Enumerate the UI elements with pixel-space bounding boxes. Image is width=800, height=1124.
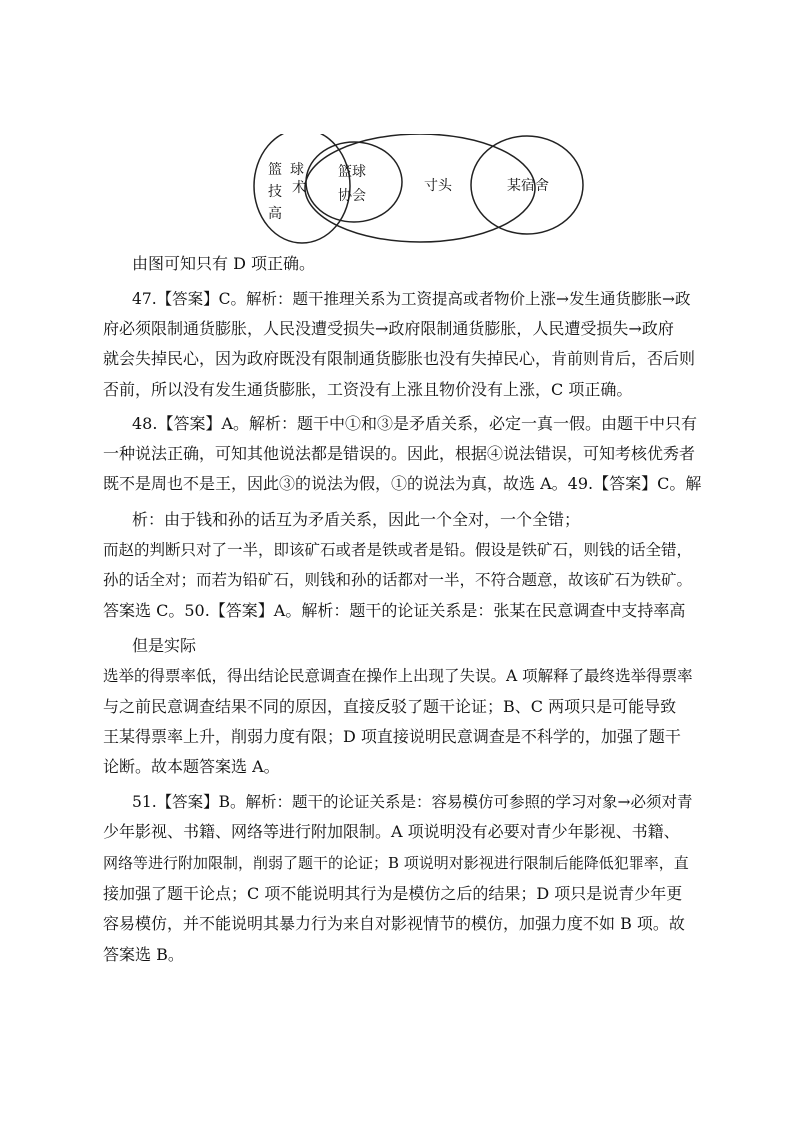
text-line-3: 府必须限制通货膨胀，人民没遭受损失→政府限制通货膨胀，人民遭受损失→政府 [103, 319, 674, 338]
text-line-13: 但是实际 [132, 636, 197, 655]
text-line-5: 否前，所以没有发生通货膨胀，工资没有上涨且物价没有上涨，C 项正确。 [103, 380, 633, 399]
text-line-17: 论断。故本题答案选 A。 [103, 757, 280, 776]
text-line-4: 就会失掉民心，因为政府既没有限制通货膨胀也没有失掉民心，肯前则肯后，否后则 [103, 349, 696, 368]
text-line-20: 网络等进行附加限制，削弱了题干的论证；B 项说明对影视进行限制后能降低犯罪率，直 [103, 854, 689, 872]
text-line-22: 容易模仿，并不能说明其暴力行为来自对影视情节的模仿，加强力度不如 B 项。故 [103, 914, 685, 933]
text-line-1: 由图可知只有 D 项正确。 [132, 254, 316, 273]
label-association-1: 篮球 [338, 164, 366, 180]
label-skill-ball: 球 [290, 162, 304, 178]
venn-diagram [252, 134, 592, 246]
label-skill-high-2: 技 [268, 184, 282, 200]
text-line-6: 48.【答案】A。解析：题干中①和③是矛盾关系，必定一真一假。由题干中只有 [132, 414, 698, 433]
label-skill-shu: 术 [292, 180, 306, 196]
text-line-10: 而赵的判断只对了一半，即该矿石或者是铁或者是铅。假设是铁矿石，则钱的话全错， [103, 541, 693, 559]
ellipse-basketball-association [306, 142, 402, 222]
text-line-12: 答案选 C。50.【答案】A。解析：题干的论证关系是：张某在民意调查中支持率高 [103, 601, 686, 620]
label-cuntou: 寸头 [424, 178, 452, 194]
label-association-2: 协会 [338, 188, 366, 204]
text-line-8: 既不是周也不是王，因此③的说法为假，①的说法为真，故选 A。49.【答案】C。解 [103, 474, 702, 493]
label-skill-high-3: 高 [268, 206, 282, 222]
text-line-15: 与之前民意调查结果不同的原因，直接反驳了题干论证；B、C 两项只是可能导致 [103, 697, 677, 716]
text-line-7: 一种说法正确，可知其他说法都是错误的。因此，根据④说法错误，可知考核优秀者 [103, 444, 696, 463]
text-line-11: 孙的话全对；而若为铅矿石，则钱和孙的话都对一半，不符合题意，故该矿石为铁矿。 [103, 571, 693, 589]
text-line-23: 答案选 B。 [103, 945, 184, 964]
text-line-19: 少年影视、书籍、网络等进行附加限制。A 项说明没有必要对青少年影视、书籍、 [103, 822, 680, 841]
text-line-9: 析：由于钱和孙的话互为矛盾关系，因此一个全对，一个全错； [132, 510, 581, 529]
text-line-2: 47.【答案】C。解析：题干推理关系为工资提高或者物价上涨→发生通货膨胀→政 [132, 290, 691, 308]
text-line-18: 51.【答案】B。解析：题干的论证关系是：容易模仿可参照的学习对象→必须对青 [132, 793, 693, 811]
label-dormitory: 某宿舍 [507, 178, 549, 194]
text-line-14: 选举的得票率低，得出结论民意调查在操作上出现了失误。A 项解释了最终选举得票率 [103, 667, 693, 685]
text-line-16: 王某得票率上升，削弱力度有限；D 项直接说明民意调查是不科学的，加强了题干 [103, 727, 681, 746]
label-skill-high-1: 篮 [268, 162, 282, 178]
text-line-21: 接加强了题干论点；C 项不能说明其行为是模仿之后的结果；D 项只是说青少年更 [103, 884, 683, 903]
